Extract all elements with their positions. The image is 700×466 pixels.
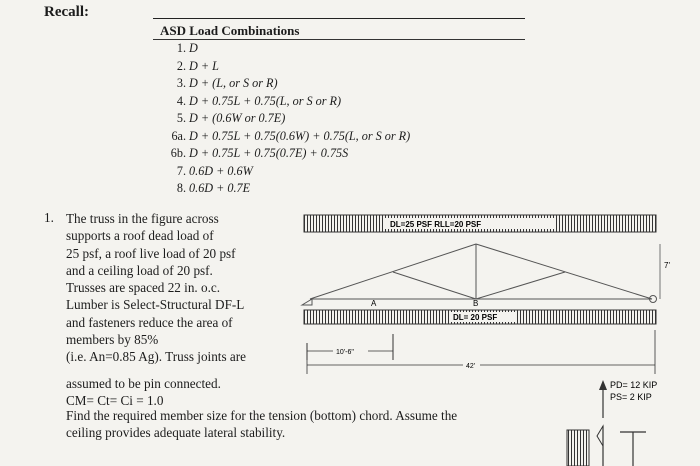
problem-number: 1. — [44, 210, 54, 225]
assumed-line: assumed to be pin connected. — [66, 376, 221, 391]
problem-line: Lumber is Select-Structural DF-L — [66, 297, 245, 313]
ps-label: PS= 2 KIP — [610, 392, 652, 402]
joint-a-label: A — [371, 299, 377, 308]
recall-heading: Recall: — [44, 4, 89, 20]
combo-row: 6a. D + 0.75L + 0.75(0.6W) + 0.75(L, or S or R) — [171, 129, 411, 143]
combo-row: 2. D + L — [176, 59, 219, 73]
combo-row: 3. D + (L, or S or R) — [176, 76, 278, 90]
combo-row: 6b. D + 0.75L + 0.75(0.7E) + 0.75S — [170, 146, 349, 160]
problem-line: (i.e. An=0.85 Ag). Truss joints are — [66, 349, 246, 365]
right-web — [476, 272, 565, 299]
problem-line: The truss in the figure across — [66, 211, 219, 226]
combo-row: 5. D + (0.6W or 0.7E) — [176, 111, 286, 125]
pd-label: PD= 12 KIP — [610, 380, 658, 390]
left-web — [393, 272, 476, 299]
problem-line: 25 psf, a roof live load of 20 psf — [66, 245, 236, 261]
problem-line: Trusses are spaced 22 in. o.c. — [66, 280, 221, 296]
problem-line: members by 85% — [66, 332, 159, 348]
find-line-1: Find the required member size for the tension (bottom) chord. Assume the — [66, 408, 458, 423]
pin-support — [302, 299, 312, 305]
problem-line: and a ceiling load of 20 psf. — [66, 262, 213, 278]
ceiling-load-label: DL= 20 PSF — [453, 313, 498, 322]
combo-row: 4. D + 0.75L + 0.75(L, or S or R) — [176, 94, 342, 108]
combinations-title: ASD Load Combinations — [160, 23, 300, 38]
factors-line: CM= Ct= Ci = 1.0 — [66, 393, 164, 408]
span-dim-label: 42' — [466, 363, 476, 370]
find-line-2: ceiling provides adequate lateral stability. — [66, 425, 286, 440]
combo-row: 7. 0.6D + 0.6W — [176, 164, 253, 178]
problem-line: supports a roof dead load of — [66, 228, 214, 244]
post-hatch — [567, 430, 589, 466]
point-load-arrowhead — [599, 380, 607, 390]
truss-members — [310, 244, 652, 299]
problem-line: and fasteners reduce the area of — [66, 314, 233, 330]
panel-dim-label: 10'-6" — [336, 349, 354, 356]
roof-load-label: DL=25 PSF RLL=20 PSF — [390, 220, 482, 229]
combo-row: 8. 0.6D + 0.7E — [176, 181, 251, 195]
post-arrowhead — [597, 426, 603, 446]
joint-b-label: B — [473, 299, 479, 308]
combo-row: 1. D — [176, 41, 198, 55]
height-label: 7' — [664, 261, 670, 270]
